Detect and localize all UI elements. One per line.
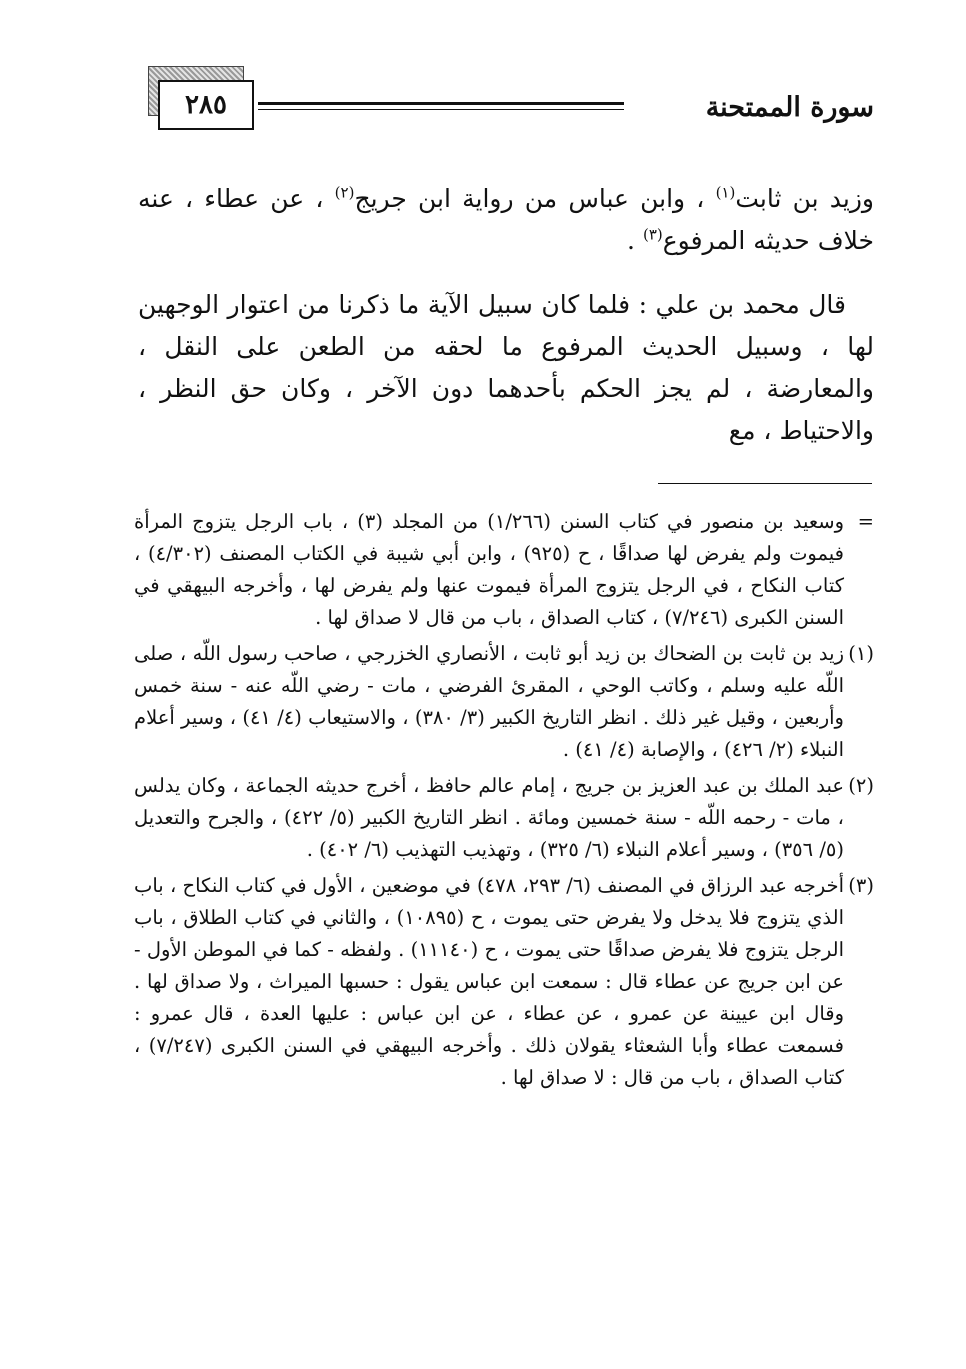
footnote-text: وسعيد بن منصور في كتاب السنن (١/٢٦٦) من المجلد (٣) ، باب الرجل يتزوج المرأة فيموت ولم يفرض لها صداقًا ، ح (٩٢٥) ، وابن أبي شيبة في الكتاب المصنف (٤/٣٠٢) ، كتاب النكاح ، في الرجل يتزوج المرأة فيموت عنها ولم يفرض لها ، وأخرجه البيهقي في السنن الكبرى (٧/٢٤٦) ، كتاب الصداق ، باب من قال لا صداق لها . xyxy=(134,510,844,629)
footnote xyxy=(134,870,874,1094)
main-text xyxy=(138,178,874,452)
paragraph-text-segment: ، عن عطاء ، عنه خلاف حديثه المرفوع xyxy=(138,184,874,255)
footnote-number: = xyxy=(857,510,874,533)
footnote-reference: (٣) xyxy=(642,225,663,244)
footnote xyxy=(134,770,874,866)
footnotes-section xyxy=(134,506,874,1098)
paragraph-text-segment: ، وابن عباس من رواية ابن جريج xyxy=(354,184,716,213)
footnote-text: زيد بن ثابت بن الضحاك بن زيد أبو ثابت ، الأنصاري الخزرجي ، صاحب رسول اللّه ، صلى اللّه عليه وسلم ، وكاتب الوحي ، المقرئ الفرضي ، مات - رضي اللّه عنه - سنة خمس وأربعين ، وقيل غير ذلك . انظر التاريخ الكبير (٣/ ٣٨٠) ، والاستيعاب (٤/ ٤١) ، وسير أعلام النبلاء (٢/ ٤٢٦) ، والإصابة (٤/ ٤١) . xyxy=(134,642,844,761)
surah-title: سورة الممتحنة xyxy=(705,92,874,123)
footnote-reference: (١) xyxy=(715,183,736,202)
footnote-number: (١) xyxy=(848,642,874,665)
footnote-number: (٣) xyxy=(848,874,874,897)
paragraph-text-segment: . xyxy=(627,226,643,255)
page-header xyxy=(140,62,874,138)
page-number: ٢٨٥ xyxy=(158,80,254,130)
footnote-number: (٢) xyxy=(848,774,874,797)
main-paragraph-1 xyxy=(138,178,874,262)
footnote xyxy=(134,506,874,634)
footnote-divider xyxy=(658,483,872,484)
footnote-reference: (٢) xyxy=(334,183,355,202)
footnote xyxy=(134,638,874,766)
header-rule-thin xyxy=(258,109,624,110)
header-rule-thick xyxy=(258,102,624,105)
main-paragraph-2: قال محمد بن علي : فلما كان سبيل الآية ما ذكرنا من اعتوار الوجهين لها ، وسبيل الحديث المرفوع ما لحقه من الطعن على النقل ، والمعارضة ، لم يجز الحكم بأحدهما دون الآخر ، وكان حق النظر ، والاحتياط ، مع xyxy=(138,290,874,445)
footnote-text: عبد الملك بن عبد العزيز بن جريج ، إمام عالم حافظ ، أخرج حديثه الجماعة ، وكان يدلس ، مات - رحمه اللّه - سنة خمسين ومائة . انظر التاريخ الكبير (٥/ ٤٢٢) ، والجرح والتعديل (٥/ ٣٥٦) ، وسير أعلام النبلاء (٦/ ٣٢٥) ، وتهذيب التهذيب (٦/ ٤٠٢) . xyxy=(134,774,844,861)
footnote-text: أخرجه عبد الرزاق في المصنف (٦/ ٢٩٣، ٤٧٨) في موضعين ، الأول في كتاب النكاح ، باب الذي يتزوج فلا يدخل ولا يفرض حتى يموت ، ح (١٠٨٩٥) ، والثاني في كتاب الطلاق ، باب الرجل يتزوج فلا يفرض صداقًا حتى يموت ، ح (١١١٤٠) . ولفظه - كما في الموطن الأول - عن ابن جريج عن عطاء قال : سمعت ابن عباس يقول : حسبها الميراث ، ولا صداق لها . وقال ابن عيينة عن عمرو ، عن عطاء ، عن ابن عباس : عليها العدة ، قال عمرو : فسمعت عطاء وأبا الشعثاء يقولان ذلك . وأخرجه البيهقي في السنن الكبرى (٧/٢٤٧) ، كتاب الصداق ، باب من قال : لا صداق لها . xyxy=(134,874,845,1089)
paragraph-text-segment: وزيد بن ثابت xyxy=(735,184,875,213)
